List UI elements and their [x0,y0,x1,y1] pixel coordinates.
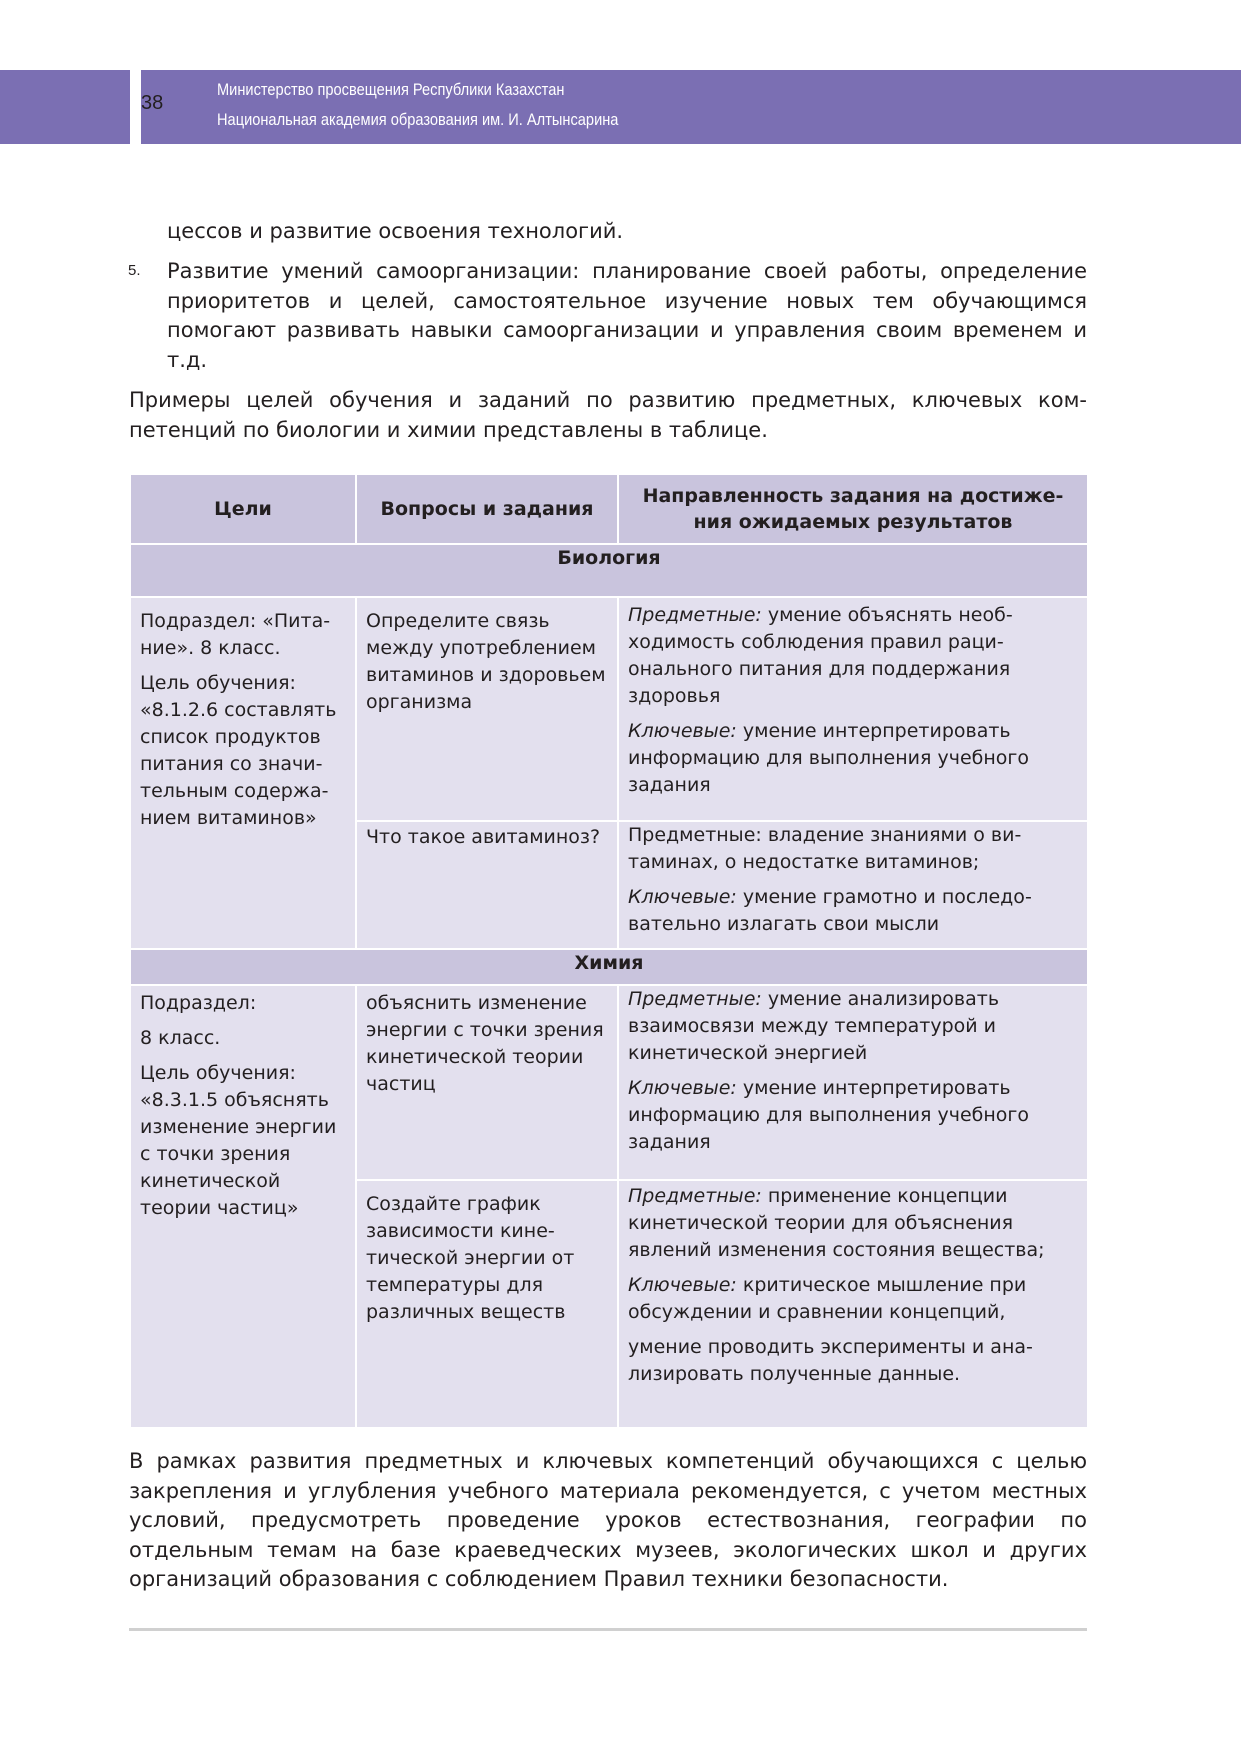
header-goals: Цели [130,474,356,544]
chemistry-r4-label: Ключевые: [628,1274,737,1296]
chemistry-subsection: Подраздел: [140,992,257,1014]
chemistry-r4-text: критическое мышление при обсуждении и сравнении концепций, [628,1274,1027,1323]
biology-result-1 [618,597,1088,821]
chemistry-grade: 8 класс. [140,1027,221,1049]
chemistry-learning-goal: Цель обучения: «8.3.1.5 объяснять изменение энергии с точки зрения кинетической теории частиц» [140,1062,337,1219]
biology-r4-text: умение грамотно и последовательно излагать свои мысли [628,886,1032,935]
header-band-left [0,70,130,144]
chemistry-result-2 [618,1180,1088,1428]
lead-paragraph: Примеры целей обучения и заданий по развитию предметных, ключевых компетенций по биологии и химии представлены в таблице. [129,388,1087,442]
section-title-biology: Биология [130,544,1088,597]
biology-goal-cell [130,597,356,949]
chemistry-goal-cell [130,985,356,1428]
list-number: 5. [128,262,141,279]
chemistry-r3-label: Предметные: [628,1185,762,1207]
chemistry-r2-text: умение интерпретировать информацию для выполнения учебного задания [628,1077,1030,1153]
biology-r2-label: Ключевые: [628,720,737,742]
table-row-biology-1 [130,597,1088,821]
biology-question-2: Что такое авитаминоз? [356,821,618,949]
chemistry-r1-text: умение анализировать взаимосвязи между температурой и кинетической энергией [628,988,1000,1064]
chemistry-result-1 [618,985,1088,1180]
chemistry-r3-text: применение концепции кинетической теории для объяснения явлений изменения состояния вещества; [628,1185,1045,1261]
section-row-biology [130,544,1088,597]
competency-table [129,473,1089,1429]
chemistry-question-1: объяснить изменение энергии с точки зрения кинетической теории частиц [356,985,618,1180]
chemistry-r1-label: Предметные: [628,988,762,1010]
page-number: 38 [141,92,164,114]
biology-r1-label: Предметные: [628,604,762,626]
biology-r3-text: Предметные: владение знаниями о витаминах, о недостатке витаминов; [628,824,1022,873]
continuation-text: цессов и развитие освоения технологий. [167,219,624,243]
header-orientation: Направленность задания на достижения ожидаемых результатов [618,474,1088,544]
biology-r2-text: умение интерпретировать информацию для выполнения учебного задания [628,720,1030,796]
section-row-chemistry [130,949,1088,985]
chemistry-r5-text: умение проводить эксперименты и анализировать полученные данные. [628,1336,1033,1385]
chemistry-question-2: Создайте график зависимости кинетической энергии от температуры для различных веществ [356,1180,618,1428]
biology-r1-text: умение объяснять необходимость соблюдения правил рационального питания для поддержания здоровья [628,604,1013,707]
biology-result-2 [618,821,1088,949]
biology-subsection: Подраздел: «Питание». 8 класс. [140,610,331,659]
bottom-rule [129,1628,1087,1631]
chemistry-r2-label: Ключевые: [628,1077,737,1099]
section-title-chemistry: Химия [130,949,1088,985]
table-header-row [130,474,1088,544]
biology-question-1: Определите связь между употреблением витаминов и здоровьем организма [356,597,618,821]
table-row-chemistry-1 [130,985,1088,1180]
header-ministry: Министерство просвещения Республики Казахстан [217,80,565,99]
biology-r4-label: Ключевые: [628,886,737,908]
closing-paragraph: В рамках развития предметных и ключевых компетенций обучающихся с целью закрепления и углубления учебного материала рекомендуется, с учетом местных условий, предусмотреть проведение уроков естествознания, географии по отдельным темам на базе краеведческих музеев, экологических школ и других организаций образования с соблюдением Правил техники безопасности. [129,1449,1087,1591]
header-academy: Национальная академия образования им. И. Алтынсарина [217,110,619,129]
header-questions: Вопросы и задания [356,474,618,544]
list-item-5: Развитие умений самоорганизации: планирование своей работы, определение приоритетов и целей, самостоятельное изучение новых тем обучающимся помогают развивать навыки самоорганизации и управления своим временем и т.д. [167,259,1087,372]
biology-learning-goal: Цель обучения: «8.1.2.6 составлять список продуктов питания со значительным содержанием витаминов» [140,672,337,829]
